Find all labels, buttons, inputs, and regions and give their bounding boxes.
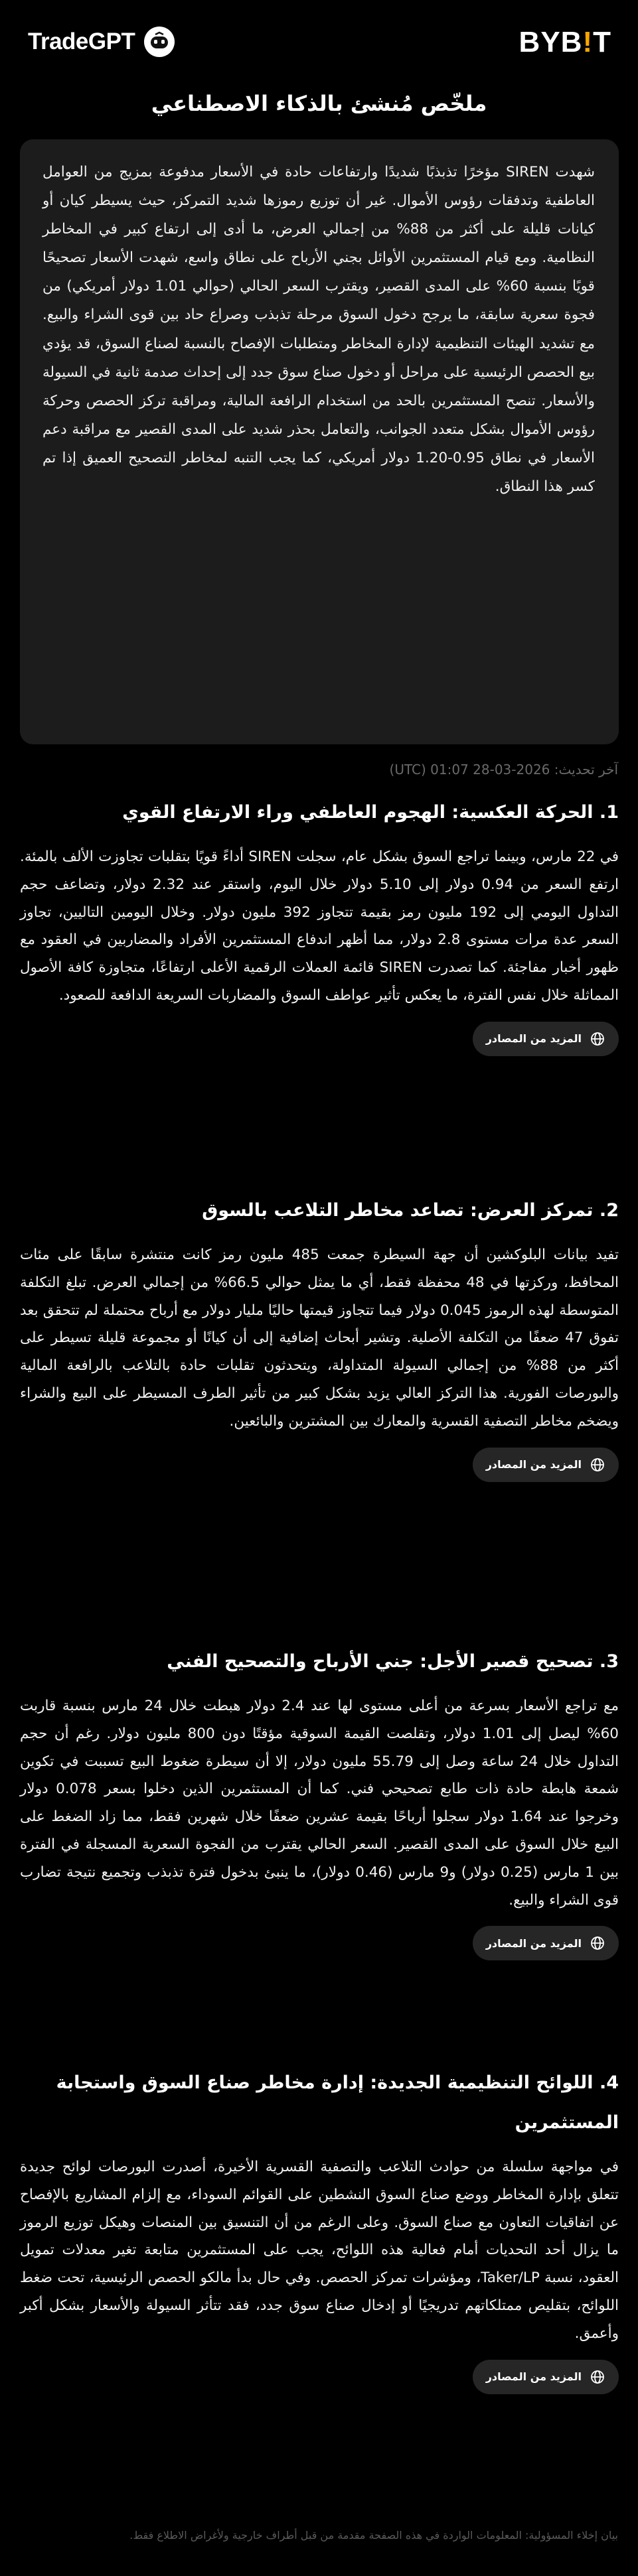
- bybit-wordmark-suffix: T: [593, 26, 611, 58]
- section-body: في مواجهة سلسلة من حوادث التلاعب والتصفية القسرية الأخيرة، أصدرت البورصات لوائح جديدة تتعلق بإدارة المخاطر ووضع صناع السوق النشطين على القوائم السوداء، مع إلزام المشاريع بالإفصاح عن اتفاقيات التعاون مع صناع السوق. وعلى الرغم من أن التنسيق بين المنصات وهيكل توزيع الرموز ما يزال أحد التحديات أمام فعالية هذه اللوائح، يجب على المستثمرين متابعة تغير معدلات تمويل العقود، نسبة Taker/LP، ومؤشرات تمركز الحصص. وفي حال بدأ مالكو الحصص الرئيسية، تحت ضغط اللوائح، بتقليص ممتلكاتهم تدريجيًا أو إدخال صناع سوق جدد، فقد تتأثر السيولة والأسعار بشكل أكبر وأعمق.: [20, 2159, 619, 2342]
- more-sources-label: المزيد من المصادر: [485, 2370, 582, 2384]
- section-body: تفيد بيانات البلوكشين أن جهة السيطرة جمعت 485 مليون رمز كانت منتشرة سابقًا على مئات المحافظ، وركزتها في 48 محفظة فقط، أي ما يمثل حوالي 66.5% من إجمالي العرض. تبلغ التكلفة المتوسطة لهذه الرموز 0.045 دولار فيما تتجاوز قيمتها حاليًا مليار دولار مع أرباح محتملة لم تتحقق بعد تفوق 47 ضعفًا من التكلفة الأصلية. وتشير أبحاث إضافية إلى أن كيانًا أو مجموعة قليلة تسيطر على أكثر من 88% من إجمالي السيولة المتداولة، ويتحدثون تقلبات حادة بالتلاعب بالرافعة المالية والبورصات الفورية. هذا التركز العالي يزيد بشكل كبير من تأثير الطرف المسيطر على البيع والشراء ويضخم مخاطر التصفية القسرية والمعارك بين المشترين والبائعين.: [20, 1247, 619, 1430]
- more-sources-button[interactable]: [473, 1022, 619, 1056]
- summary-text: شهدت SIREN مؤخرًا تذبذبًا شديدًا وارتفاعات حادة في الأسعار مدفوعة بمزيج من العوامل العاطفية وتدفقات رؤوس الأموال. غير أن توزيع رموزها شديد التمركز، حيث يسيطر كيان أو كيانات قليلة على أكثر من 88% من إجمالي العرض، ما أدى إلى ارتفاع كبير في المخاطر النظامية. ومع قيام المستثمرين الأوائل بجني الأرباح على نطاق واسع، شهدت الأسعار تصحيحًا قويًا بنسبة 60% على المدى القصير، ويقترب السعر الحالي (حوالي 1.01 دولار أمريكي) من فجوة سعرية سابقة، ما يرجح دخول السوق مرحلة تذبذب وصراع حاد بين قوى الشراء والبيع. مع تشديد الهيئات التنظيمية لإدارة المخاطر ومتطلبات الإفصاح بالنسبة لصناع السوق، قد يؤدي بيع الحصص الرئيسية على مراحل أو دخول صناع سوق جدد إلى إحداث صدمة ثانية في السيولة والأسعار. تنصح المستثمرين بالحد من استخدام الرافعة المالية، ومراقبة تركز الحصص وحركة رؤوس الأموال بشكل متعدد الجوانب، والتعامل بحذر شديد على المدى القصير مع مراقبة دعم الأسعار في نطاق 0.95-1.20 دولار أمريكي، كما يجب التنبه لمخاطر التصحيح العميق إذا تم كسر هذا النطاق.: [42, 164, 596, 496]
- section-title: 3. تصحيح قصير الأجل: جني الأرباح والتصحيح الفني: [167, 1651, 619, 1672]
- more-sources-button[interactable]: [473, 1926, 619, 1960]
- section-body: مع تراجع الأسعار بسرعة من أعلى مستوى لها عند 2.4 دولار هبطت خلال 24 مارس بنسبة قاربت 60% ليصل إلى 1.01 دولار، وتقلصت القيمة السوقية مؤقتًا دون 800 مليون دولار. رغم أن حجم التداول خلال 24 ساعة وصل إلى 55.79 مليون دولار، إلا أن سيطرة ضغوط البيع تسببت في تكوين شمعة هابطة حادة ذات طابع تصحيحي فني. كما أن المستثمرين الذين دخلوا بسعر 0.078 دولار وخرجوا عند 1.64 دولار سجلوا أرباحًا بقيمة عشرين ضعفًا خلال شهرين فقط، مما زاد الضغط على البيع خلال السوق على المدى القصير. السعر الحالي يقترب من الفجوة السعرية المسجلة في الفترة بين 1 مارس (0.25 دولار) و9 مارس (0.46 دولار)، ما ينبئ بدخول فترة تذبذب وتجميع نتيجة تضارب قوى الشراء والبيع.: [20, 1698, 619, 1909]
- globe-icon: [590, 2369, 605, 2385]
- globe-icon: [590, 1031, 605, 1047]
- bybit-logo[interactable]: [519, 24, 611, 61]
- more-sources-label: المزيد من المصادر: [485, 1936, 582, 1950]
- tradegpt-logo[interactable]: [28, 25, 175, 58]
- section-body: في 22 مارس، وبينما تراجع السوق بشكل عام، سجلت SIREN أداءً قويًا بتقلبات تجاوزت الألف بالمئة. ارتفع السعر من 0.94 دولار إلى 5.10 دولار خلال اليوم، واستقر عند 2.32 دولار، وتضاعف حجم التداول اليومي إلى 192 مليون رمز بقيمة تتجاوز 392 مليون دولار. وخلال اليومين التاليين، تجاوز السعر عدة مرات مستوى 2.8 دولار، مما أظهر اندفاع المستثمرين الأفراد والمضاربين في العقود مع ظهور أخبار مفاجئة. كما تصدرت SIREN قائمة العملات الرقمية الأعلى ارتفاعًا، متجاوزة كافة الأصول المماثلة خلال نفس الفترة، ما يعكس تأثير عواطف السوق والمضاربات السريعة الدافعة للصعود.: [20, 848, 619, 1004]
- section-title: 2. تمركز العرض: تصاعد مخاطر التلاعب بالسوق: [202, 1200, 619, 1221]
- more-sources-label: المزيد من المصادر: [485, 1032, 582, 1046]
- section-1: [20, 793, 619, 1056]
- section-title: 4. اللوائح التنظيمية الجديدة: إدارة مخاطر صناع السوق واستجابة المستثمرين: [56, 2072, 619, 2133]
- section-title: 1. الحركة العكسية: الهجوم العاطفي وراء الارتفاع القوي: [122, 802, 619, 823]
- globe-icon: [590, 1935, 605, 1951]
- globe-icon: [590, 1457, 605, 1473]
- robot-icon: [144, 27, 175, 57]
- last-updated: آخر تحديث: 2026-03-28 01:07 (UTC): [389, 762, 618, 778]
- disclaimer: بيان إخلاء المسؤولية: المعلومات الواردة في هذه الصفحة مقدمة من قبل أطراف خارجية ولأغراض الاطلاع فقط.: [129, 2529, 618, 2542]
- section-3: [20, 1642, 619, 1960]
- summary-card: [20, 139, 619, 744]
- page-title: ملخّص مُنشئ بالذكاء الاصطناعي: [151, 91, 487, 116]
- more-sources-button[interactable]: [473, 2360, 619, 2394]
- bybit-wordmark-prefix: BYB: [518, 26, 583, 58]
- more-sources-label: المزيد من المصادر: [485, 1458, 582, 1471]
- top-bar: [0, 0, 638, 84]
- bybit-wordmark-accent: !: [582, 26, 594, 58]
- section-4: [20, 2063, 619, 2394]
- section-2: [20, 1191, 619, 1482]
- tradegpt-wordmark: TradeGPT: [28, 29, 135, 54]
- more-sources-button[interactable]: [473, 1448, 619, 1482]
